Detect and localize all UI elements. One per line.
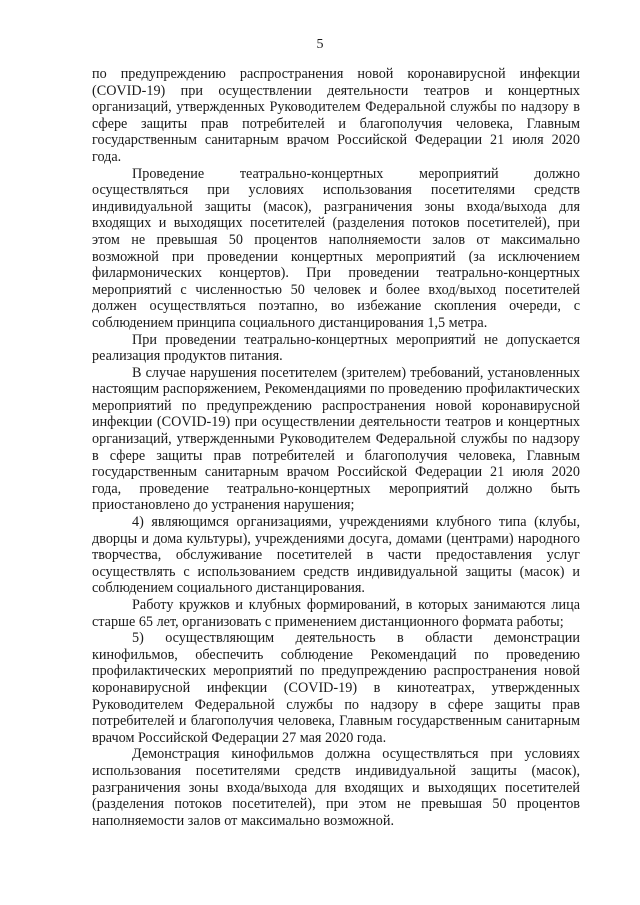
paragraph: 4) являющимся организациями, учреждениями клубного типа (клубы, дворцы и дома культуры), учреждениями досуга, домами (центрами) народного творчества, обслуживание посетителей в части предоставления услуг осуществлять с использованием средств индивидуальной защиты (масок) и соблюдением социального дистанцирования. (92, 514, 580, 597)
paragraph: В случае нарушения посетителем (зрителем) требований, установленных настоящим распоряжением, Рекомендациями по проведению профилактических мероприятий по предупреждению распространения новой коронавирусной инфекции (COVID-19) при осуществлении деятельности театров и концертных организаций, утвержденными Руководителем Федеральной службы по надзору в сфере защиты прав потребителей и благополучия человека, Главным государственным санитарным врачом Российской Федерации 21 июля 2020 года, проведение театрально-концертных мероприятий должно быть приостановлено до устранения нарушения; (92, 364, 580, 514)
document-body (92, 66, 580, 829)
page-number: 5 (316, 37, 324, 52)
paragraph: При проведении театрально-концертных мероприятий не допускается реализация продуктов питания. (92, 331, 580, 365)
paragraph: Работу кружков и клубных формирований, в которых занимаются лица старше 65 лет, организовать с применением дистанционного формата работы; (92, 597, 580, 630)
paragraph: Демонстрация кинофильмов должна осуществляться при условиях использования посетителями средств индивидуальной защиты (масок), разграничения зоны входа/выхода для входящих и выходящих посетителей (разделения потоков посетителей), при этом не превышая 50 процентов наполняемости залов от максимально возможной. (92, 746, 580, 829)
paragraph: 5) осуществляющим деятельность в области демонстрации кинофильмов, обеспечить соблюдение Рекомендаций по проведению профилактических мероприятий по предупреждению распространения новой коронавирусной инфекции (COVID-19) в кинотеатрах, утвержденных Руководителем Федеральной службы по надзору в сфере защиты прав потребителей и благополучия человека, Главным государственным санитарным врачом Российской Федерации 27 мая 2020 года. (92, 630, 580, 746)
paragraph: Проведение театрально-концертных мероприятий должно осуществляться при условиях использования посетителями средств индивидуальной защиты (масок), разграничения зоны входа/выхода для входящих и выходящих посетителей (разделения потоков посетителей), при этом не превышая 50 процентов наполняемости залов от максимально возможной при проведении концертных мероприятий (за исключением филармонических концертов). При проведении театрально-концертных мероприятий с численностью 50 человек и более вход/выход посетителей должен осуществляться поэтапно, во избежание скопления очереди, с соблюдением принципа социального дистанцирования 1,5 метра. (92, 165, 580, 331)
paragraph: по предупреждению распространения новой коронавирусной инфекции (COVID-19) при осуществлении деятельности театров и концертных организаций, утвержденных Руководителем Федеральной службы по надзору в сфере защиты прав потребителей и благополучия человека, Главным государственным санитарным врачом Российской Федерации 21 июля 2020 года. (92, 66, 580, 165)
